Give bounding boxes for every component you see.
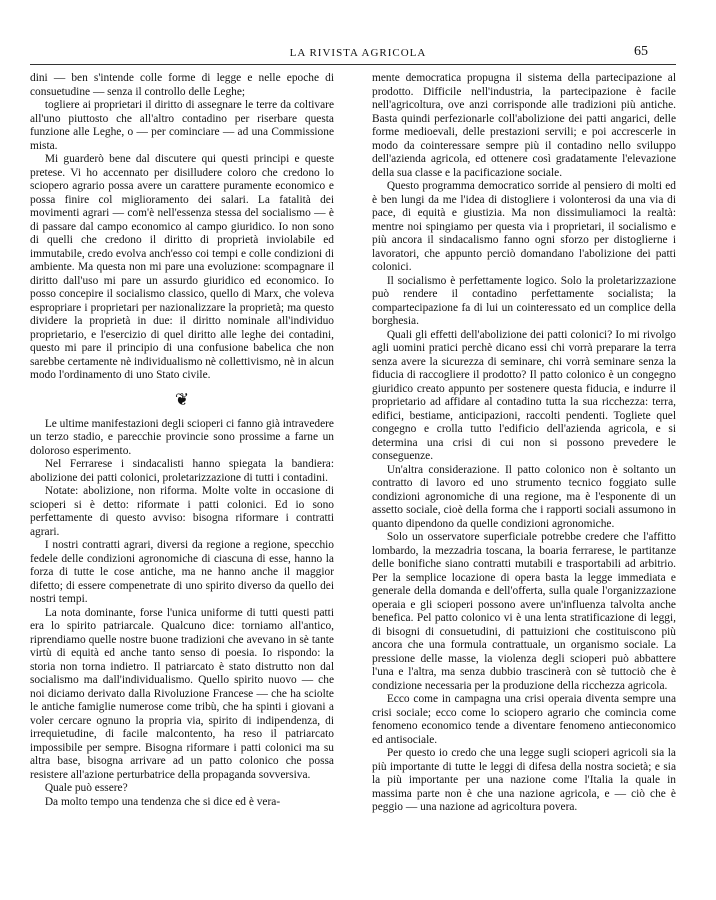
right-column [372,72,676,815]
paragraph: Quale può essere? [44,782,128,794]
paragraph: La nota dominante, forse l'unica uniforme di tutti questi patti era lo spirito patriarcale. Qualcuno dice: torniamo all'antico, riprendiamo quelle nostre buone tradizioni che avevano in sè tante virtù di equità ed anche tanto senso di poesia. Io rispondo: la storia non torna indietro. Il patriarcato è stato distrutto non dal socialismo ma dall'individualismo. Quello spirito nuovo — che noi diciamo derivato dalla Rivoluzione Francese — che ha sciolte le antiche famiglie numerose come tribù, che ha spinti i giovani a voler cercare ognuno la propria via, spirito di indipendenza, di irrequietudine, di facile malcontento, ha reso il patriarcato impossibile per sempre. Bisogna riformare i patti colonici ma su altra base, bisogna arrivare ad un patto colonico che possa resistere all'azione perturbatrice della propaganda sovversiva. [30,606,334,781]
paragraph: Mi guarderò bene dal discutere qui questi principi e queste pretese. Vi ho accennato per disilludere coloro che credono lo sciopero agrario possa avere un carattere puramente economico e possa finire col miglioramento dei salari. La fatalità dei movimenti agrari — com'è nell'essenza stessa del socialismo — è di passare dal campo economico al campo giuridico. Io non sono di quelli che credono il diritto di proprietà inviolabile ed immutabile, credo evolva anch'esso coi tempi e colle condizioni di ambiente. Ma questa non mi pare una evoluzione: scompagnare il diritto dall'uso mi pare un assurdo giuridico ed economico. Io posso concepire il socialismo classico, quello di Marx, che voleva espropriare i proprietari per nazionalizzare la proprietà; ma questo dividere la proprietà in due: il diritto nominale all'individuo proprietario, e l'esercizio di quel diritto alle leghe dei contadini, questo mi pare il principio di una confusione babelica che non sarebbe certamente nè individualismo nè collettivismo, nè in alcun modo l'ordinamento di uno Stato civile. [30,153,334,381]
fleuron-ornament: ❦ [174,389,190,409]
paragraph: I nostri contratti agrari, diversi da regione a regione, specchio fedele delle condizioni agronomiche di ciascuna di esse, hanno la forza di tutte le cose antiche, ma ne hanno anche il maggior difetto; di essere compenetrate di uno spirito diverso da quello dei nostri tempi. [30,539,334,605]
paragraph: Ecco come in campagna una crisi operaia diventa sempre una crisi sociale; ecco come lo sciopero agrario che comincia come fenomeno economico tende a diventare fenomeno antieconomico ed antisociale. [372,693,676,746]
paragraph: Quali gli effetti dell'abolizione dei patti colonici? Io mi rivolgo agli uomini pratici perchè dicano essi chi vorrà preparare la terra senza avere la sicurezza di seminare, chi vorrà seminare senza la fiducia di raccogliere il prodotto? Il patto colonico è un congegno giuridico creato appunto per sostenere questa fiducia, e indurre il proprietario ad affidare al contadino tutta la sua ricchezza: terra, edifici, bestiame, anticipazioni, raccolti pendenti. Togliete quel congegno e crolla tutto l'edificio dell'azienda agricola, e si determina una crisi di cui non si possono prevedere le conseguenze. [372,328,676,462]
paragraph: Nel Ferrarese i sindacalisti hanno spiegata la bandiera: abolizione dei patti colonici, proletarizzazione di tutti i contadini. [30,458,334,484]
paragraph: Il socialismo è perfettamente logico. Solo la proletarizzazione può rendere il contadino perfettamente socialista; la compartecipazione fa di lui un cointeressato ed un complice della borghesia. [372,274,676,327]
paragraph: mente democratica propugna il sistema della partecipazione al prodotto. Difficile nell'industria, la partecipazione è facile nell'agricoltura, ove anzi corrisponde alle tradizioni più antiche. Basta quindi perfezionarle coll'abolizione dei patti angarici, delle forme medioevali, delle prestazioni servili; e poi accrescerle in modo da cointeressare sempre più il contadino nello sviluppo dell'azienda agricola, ed ottenere così gradatamente l'elevazione della sua classe e la pacificazione sociale. [372,72,676,179]
paragraph: Solo un osservatore superficiale potrebbe credere che l'affitto lombardo, la mezzadria toscana, la boaria ferrarese, le partitanze delle bonifiche siano contratti mutabili e trasportabili ad arbitrio. Per la semplice locazione di opera basta la legge immediata e generale della domanda e dell'offerta, sulla quale l'organizzazione operaia e gli scioperi possono avere un'influenza talvolta anche benefica. Pel patto colonico vi è una lenta stratificazione di leggi, di bisogni di consuetudini, di pattuizioni che costituiscono più ancora che una formula contrattuale, un organismo sociale. La pressione delle masse, la violenza degli scioperi può abbattere l'una e l'altra, ma senza dubbio trascinerà con sè tuttociò che è condizione necessaria per la produzione della ricchezza agricola. [372,531,676,692]
paragraph: togliere ai proprietari il diritto di assegnare le terre da coltivare all'uno piuttosto che all'altro contadino per riserbare questa funzione alle Leghe, o — per cominciare — ad una Commissione mista. [30,99,334,152]
paragraph: Per questo io credo che una legge sugli scioperi agricoli sia la più importante di tutte le leggi di difesa della nostra società; e sia la più importante per una nazione come l'Italia la quale in massima parte non è che una nazione agricola, e — ciò che è peggio — una nazione ad agricoltura povera. [372,747,676,813]
paragraph: Notate: abolizione, non riforma. Molte volte in occasione di scioperi si è detto: riformate i patti colonici. Ed io sono perfettamente di questo avviso: bisogna riformare i contratti agrari. [30,485,334,538]
paragraph: Un'altra considerazione. Il patto colonico non è soltanto un contratto di lavoro ed uno strumento tecnico foggiato sulle condizioni agronomiche di una regione, ma è l'esponente di un assetto sociale, cioè della forma che i rapporti sociali assumono in quanto dipendono da quelle condizioni agronomiche. [372,463,676,530]
header-rule [30,64,676,65]
page-number: 65 [634,44,648,59]
paragraph: dini — ben s'intende colle forme di legge e nelle epoche di consuetudine — senza il controllo delle Leghe; [30,72,334,98]
running-header [0,44,716,64]
journal-title: LA RIVISTA AGRICOLA [289,47,427,59]
paragraph: Questo programma democratico sorride al pensiero di molti ed è ben lungi da me l'idea di distogliere i volonterosi da una via di pace, di equità e giustizia. Ma non dissimuliamoci la realtà: mentre noi spingiamo per questa via i proprietari, il socialismo e più ancora il sindacalismo fanno ogni sforzo per distoglierne i lavoratori, che appunto perciò domandano l'abolizione dei patti colonici. [372,180,676,273]
paragraph: Da molto tempo una tendenza che si dice ed è vera- [44,795,281,808]
left-column [30,72,334,809]
paragraph: Le ultime manifestazioni degli scioperi ci fanno già intravedere un terzo stadio, e parecchie provincie sono prossime a farne un doloroso esperimento. [30,417,334,457]
